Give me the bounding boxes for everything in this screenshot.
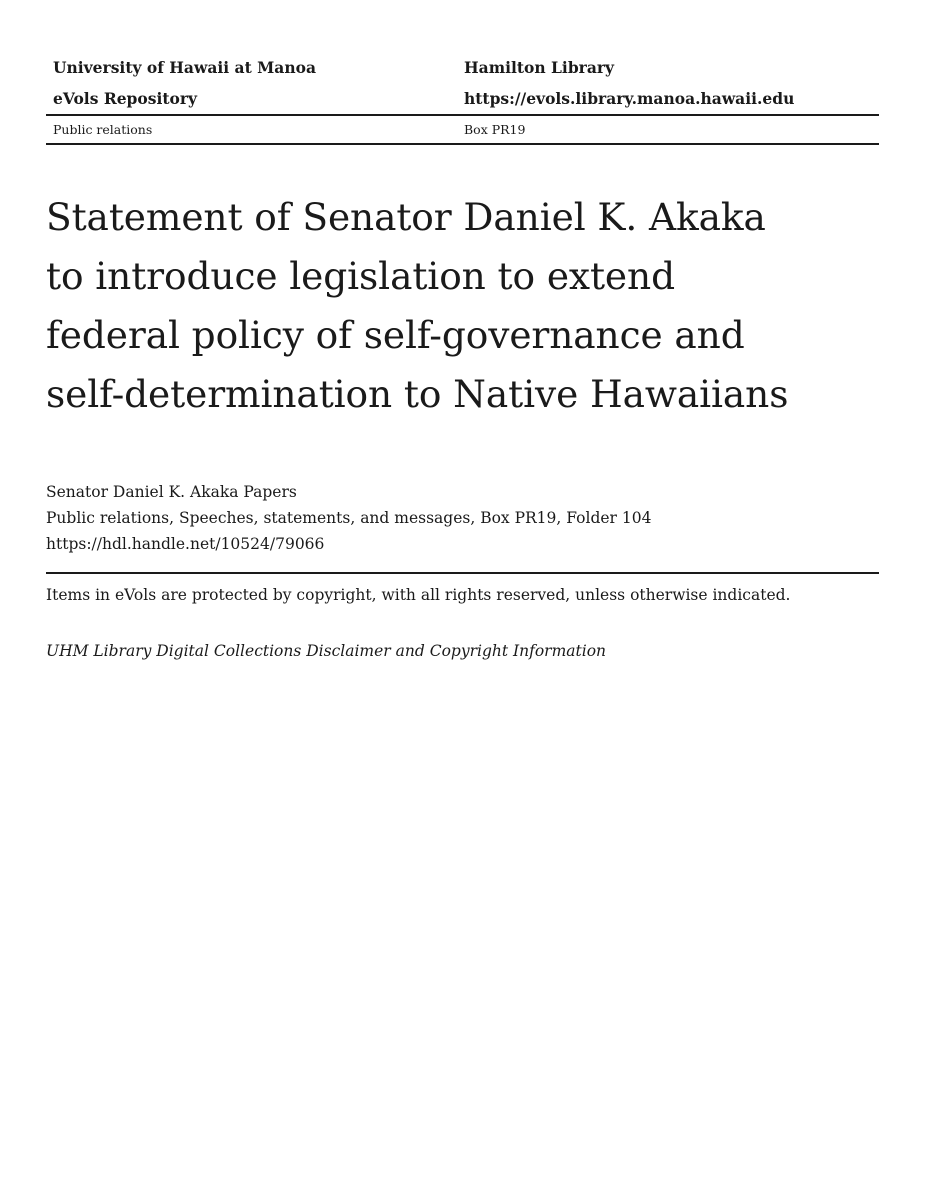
box-label: Box PR19 (464, 122, 526, 137)
library-name: Hamilton Library (464, 58, 615, 77)
handle-link[interactable]: https://hdl.handle.net/10524/79066 (46, 535, 325, 553)
disclaimer-link[interactable]: UHM Library Digital Collections Disclaimer and Copyright Information (46, 642, 607, 660)
title-line: self-determination to Native Hawaiians (46, 372, 789, 416)
header-rule-bottom (46, 143, 879, 145)
collection-name: Senator Daniel K. Akaka Papers (46, 483, 297, 501)
section-divider (46, 572, 879, 574)
header-row-1 (46, 52, 879, 83)
series-label: Public relations (53, 122, 153, 137)
title-line: to introduce legislation to extend (46, 254, 675, 298)
folder-location: Public relations, Speeches, statements, and messages, Box PR19, Folder 104 (46, 509, 652, 527)
header-row-2 (46, 83, 879, 114)
title-line: Statement of Senator Daniel K. Akaka (46, 195, 766, 239)
title-line: federal policy of self-governance and (46, 313, 745, 357)
document-title (46, 188, 866, 424)
document-header (46, 52, 879, 145)
document-metadata (46, 479, 879, 557)
repository-url[interactable]: https://evols.library.manoa.hawaii.edu (464, 89, 795, 108)
copyright-notice: Items in eVols are protected by copyright, with all rights reserved, unless otherwise indicated. (46, 586, 791, 604)
repository-name: eVols Repository (53, 89, 198, 108)
header-row-3 (46, 116, 879, 143)
institution-name: University of Hawaii at Manoa (53, 58, 316, 77)
